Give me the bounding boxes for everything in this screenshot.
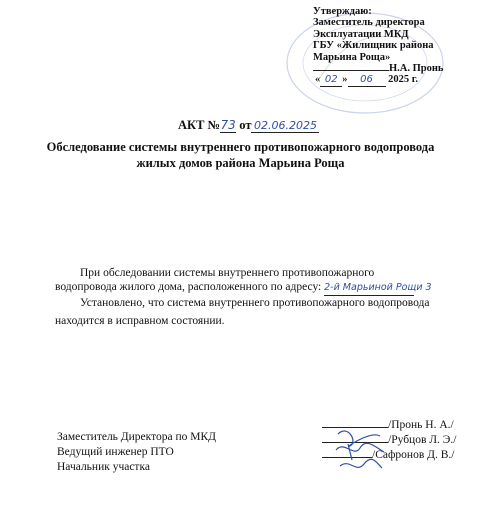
body-p1-line-1: При обследовании системы внутреннего противопожарного bbox=[80, 267, 375, 279]
approval-line-3: Эксплуатации МКД bbox=[313, 28, 409, 40]
body-p1-line-2 bbox=[55, 280, 432, 296]
approval-line-5: Марьина Роща» bbox=[313, 51, 391, 63]
act-subtitle-line-2: жилых домов района Марьина Роща bbox=[136, 156, 345, 170]
approval-line-4: ГБУ «Жилищник района bbox=[313, 40, 434, 52]
approval-date-year: 2025 г. bbox=[388, 74, 418, 86]
approval-date-line: « 02 » 06 2025 г. bbox=[315, 74, 418, 86]
sig-role-1: Заместитель Директора по МКД bbox=[57, 431, 216, 443]
handwritten-signatures bbox=[330, 420, 390, 480]
sig-name-1: /Пронь Н. А./ bbox=[388, 419, 454, 431]
approval-date-day: 02 bbox=[320, 74, 342, 86]
act-date-prefix: от bbox=[239, 118, 252, 132]
approval-line-2: Заместитель директора bbox=[313, 17, 425, 29]
act-title bbox=[178, 118, 319, 133]
approval-signer: Н.А. Пронь bbox=[389, 63, 444, 75]
sig-role-2: Ведущий инженер ПТО bbox=[57, 446, 174, 458]
body-p2-line-2: находится в исправном состоянии. bbox=[55, 315, 225, 327]
sig-name-3: /Сафронов Д. В./ bbox=[372, 449, 455, 461]
sig-role-3: Начальник участка bbox=[57, 461, 150, 473]
approval-line-1: Утверждаю: bbox=[313, 6, 372, 17]
act-label: АКТ № bbox=[178, 118, 221, 132]
body-p1-line-2-text: водопровода жилого дома, расположенного по адресу: bbox=[55, 281, 322, 293]
approval-block bbox=[313, 6, 443, 87]
act-subtitle-line-1: Обследование системы внутреннего противопожарного водопровода bbox=[46, 140, 435, 154]
address-handwritten: 2-й Марьиной Рощи 3 bbox=[324, 281, 414, 296]
approval-date-month: 06 bbox=[348, 74, 386, 86]
body-p2-line-1: Установлено, что система внутреннего противопожарного водопровода bbox=[80, 297, 430, 309]
approval-signer-line bbox=[313, 63, 443, 74]
signature-blank bbox=[313, 70, 389, 71]
act-date: 02.06.2025 bbox=[251, 119, 319, 133]
sig-name-2: /Рубцов Л. Э./ bbox=[388, 434, 457, 446]
act-number: 73 bbox=[220, 118, 236, 132]
